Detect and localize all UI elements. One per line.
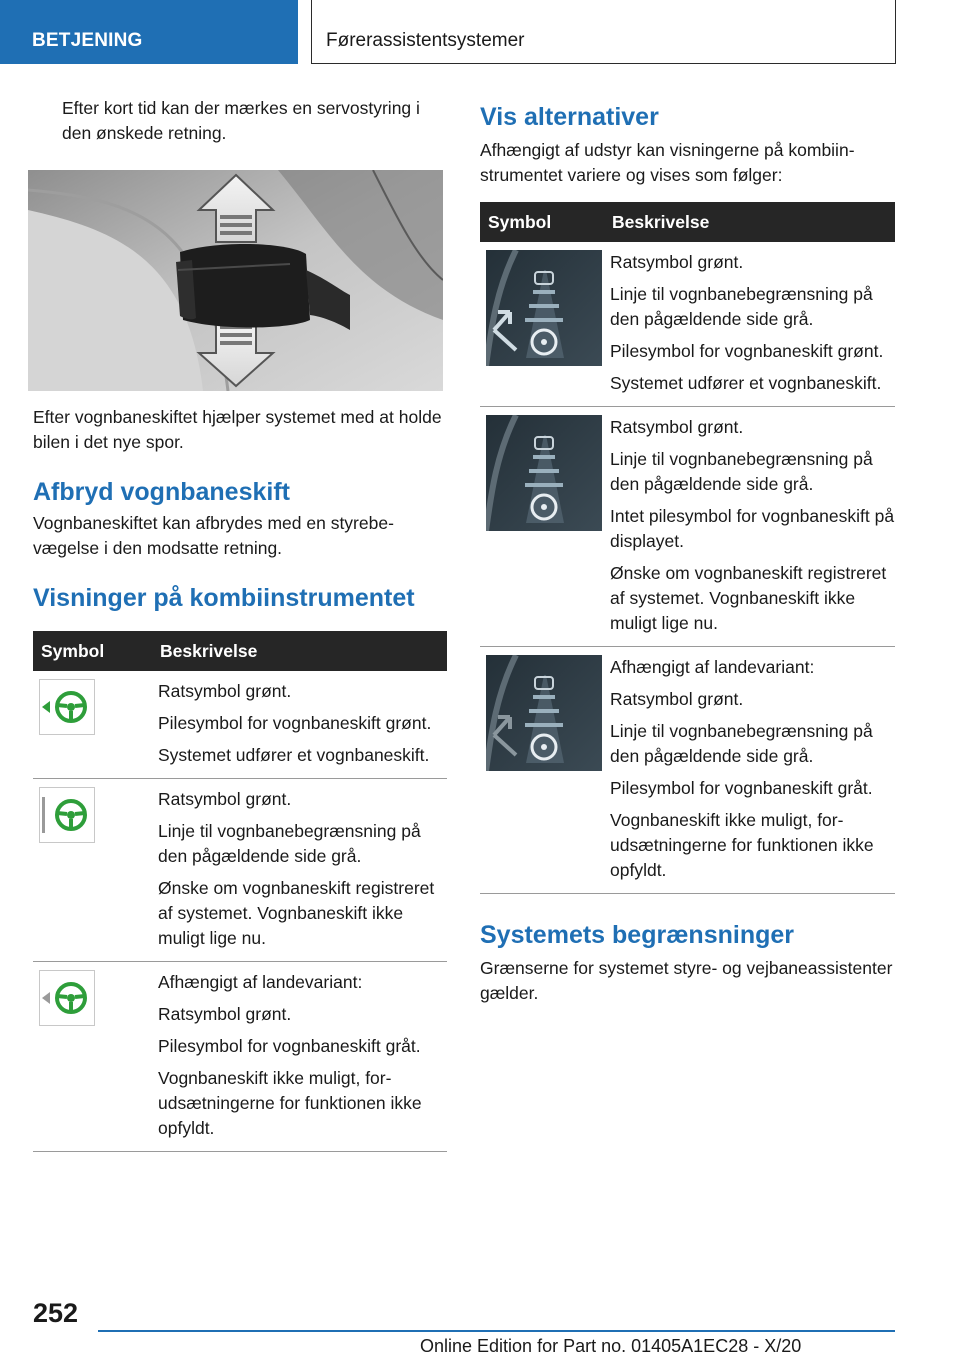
description-cell [604,647,895,894]
description-line: Ratsymbol grønt. [158,789,292,809]
page-header [0,0,960,66]
limits-paragraph: Grænserne for systemet styre- og vejbaneassistenter gælder. [480,958,893,1003]
left-column [33,96,447,1152]
description-line: Linje til vognbanebegrænsning på den pågældende side grå. [610,284,873,329]
steering-wheel-green-icon [39,787,95,843]
description-line: Ratsymbol grønt. [610,417,744,437]
cancel-heading: Afbryd vognbaneskift [33,478,290,506]
table-row [33,779,447,962]
symbol-cell [480,647,604,894]
intro-paragraph: Efter kort tid kan der mærkes en servostyring i den ønskede retning. [62,98,420,143]
description-line: Ratsymbol grønt. [610,252,744,272]
description-line: Linje til vognbanebegrænsning på den pågældende side grå. [158,821,421,866]
table-row [480,242,895,407]
steering-wheel-arrow-green-icon [39,679,95,735]
table-header-row [33,631,447,671]
description-line: Pilesymbol for vognbaneskift gråt. [610,778,873,798]
turn-signal-lever-image [28,170,443,391]
symbol-cell [33,671,152,779]
limits-heading: Systemets begrænsninger [480,921,794,949]
alternatives-heading: Vis alternativer [480,103,659,131]
description-line: Ratsymbol grønt. [158,1004,292,1024]
description-line: Pilesymbol for vognbaneskift grønt. [610,341,884,361]
after-change-paragraph: Efter vognbaneskiftet hjælper systemet med at holde bilen i det nye spor. [33,407,442,452]
table-row [33,962,447,1152]
description-line: Linje til vognbanebegrænsning på den pågældende side grå. [610,721,873,766]
symbol-cell [480,242,604,407]
description-line: Ønske om vognbaneskift registreret af systemet. Vognbaneskift ikke muligt lige nu. [610,563,887,633]
description-cell [604,407,895,647]
description-line: Afhængigt af landevariant: [158,972,363,992]
description-line: Linje til vognbanebegrænsning på den pågældende side grå. [610,449,873,494]
description-line: Intet pilesymbol for vognbaneskift på displayet. [610,506,895,551]
symbol-cell [33,779,152,962]
description-cell [152,671,447,779]
column-header-description: Beskrivelse [604,202,895,242]
alternatives-symbol-table [480,202,895,894]
symbol-cell [480,407,604,647]
description-line: Vognbaneskift ikke muligt, forudsætningerne for funktionen ikke opfyldt. [610,810,874,880]
lane-display-icon [486,415,602,531]
page-number: 252 [33,1298,79,1328]
cancel-paragraph: Vognbaneskiftet kan afbrydes med en styrebevægelse i den modsatte retning. [33,513,394,558]
lane-display-arrow-icon [486,250,602,366]
section-tab: BETJENING [0,0,298,64]
right-column [480,102,895,1006]
description-line: Ratsymbol grønt. [610,689,744,709]
footer-divider [98,1330,895,1332]
symbol-cell [33,962,152,1152]
table-header-row [480,202,895,242]
description-cell [152,962,447,1152]
alternatives-paragraph: Afhængigt af udstyr kan visningerne på kombiinstrumentet variere og vises som følger: [480,140,855,185]
description-line: Systemet udfører et vognbaneskift. [158,745,430,765]
description-line: Systemet udfører et vognbaneskift. [610,373,882,393]
edition-note: Online Edition for Part no. 01405A1EC28 - X/20 [420,1336,802,1356]
steering-wheel-arrow-grey-icon [39,970,95,1026]
display-symbol-table [33,631,447,1152]
chapter-title: Førerassistentsystemer [311,0,896,64]
description-line: Pilesymbol for vognbaneskift gråt. [158,1036,421,1056]
column-header-symbol: Symbol [33,631,152,671]
description-cell [152,779,447,962]
description-cell [604,242,895,407]
table-row [33,671,447,779]
description-line: Pilesymbol for vognbaneskift grønt. [158,713,432,733]
turn-signal-lever-illustration [28,170,443,391]
display-heading: Visninger på kombiinstrumentet [33,584,415,612]
table-row [480,407,895,647]
description-line: Afhængigt af landevariant: [610,657,815,677]
description-line: Ratsymbol grønt. [158,681,292,701]
description-line: Ønske om vognbaneskift registreret af systemet. Vognbaneskift ikke muligt lige nu. [158,878,435,948]
table-row [480,647,895,894]
description-line: Vognbaneskift ikke muligt, forudsætningerne for funktionen ikke opfyldt. [158,1068,422,1138]
lane-display-arrow-grey-icon [486,655,602,771]
column-header-symbol: Symbol [480,202,604,242]
column-header-description: Beskrivelse [152,631,447,671]
